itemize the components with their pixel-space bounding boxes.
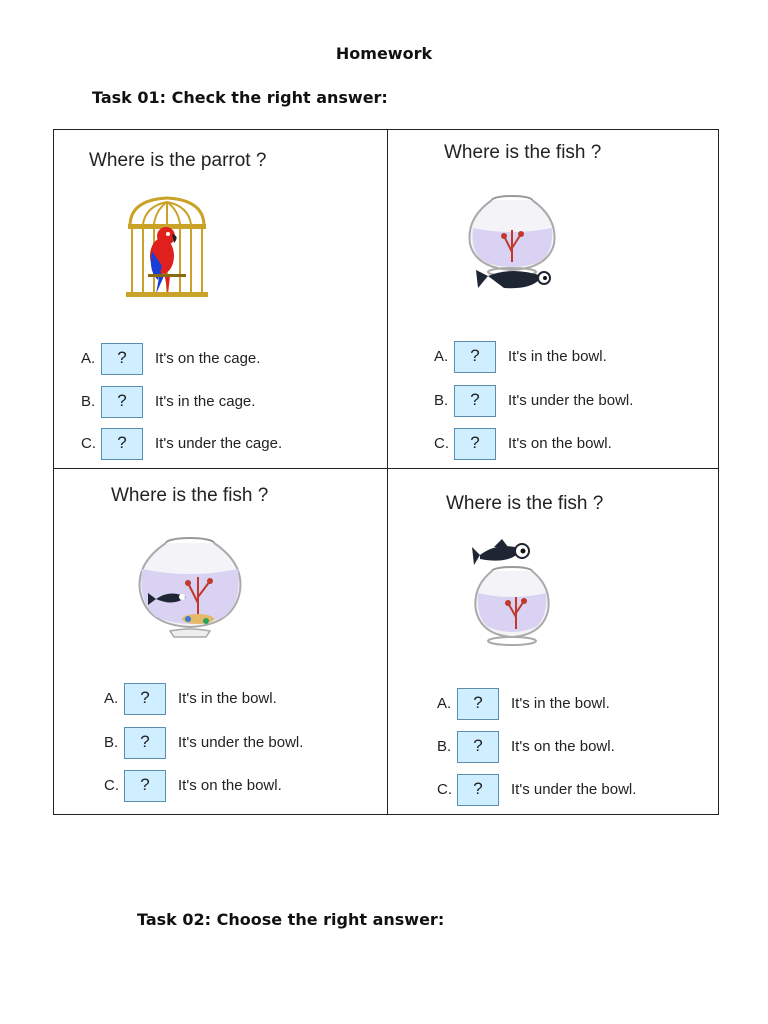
option-letter: A. [104,690,119,707]
option-text: It's under the bowl. [511,781,637,798]
option-letter: C. [437,781,452,798]
question-text: Where is the fish ? [444,142,602,163]
fish-in-bowl-image [134,533,246,645]
question-cell-fish-2 [54,469,387,814]
answer-checkbox[interactable]: ? [457,731,499,763]
fish-on-bowl-image [472,537,562,649]
answer-checkbox[interactable]: ? [457,688,499,720]
option-text: It's under the bowl. [508,392,634,409]
question-text: Where is the parrot ? [89,150,267,171]
answer-checkbox[interactable]: ? [454,341,496,373]
option-text: It's under the bowl. [178,734,304,751]
answer-checkbox[interactable]: ? [124,770,166,802]
question-text: Where is the fish ? [446,493,604,514]
answer-checkbox[interactable]: ? [124,727,166,759]
page-title: Homework [335,44,433,63]
option-letter: B. [437,738,452,755]
answer-checkbox[interactable]: ? [454,385,496,417]
task1-heading: Task 01: Check the right answer: [92,88,388,107]
answer-checkbox[interactable]: ? [454,428,496,460]
answer-checkbox[interactable]: ? [124,683,166,715]
task2-heading: Task 02: Choose the right answer: [137,910,445,929]
question-cell-parrot [54,130,387,468]
option-letter: A. [81,350,96,367]
option-letter: C. [434,435,449,452]
option-text: It's in the bowl. [511,695,610,712]
question-cell-fish-1 [388,130,718,468]
answer-checkbox[interactable]: ? [101,428,143,460]
fish-under-bowl-image [464,192,560,298]
option-letter: C. [104,777,119,794]
option-letter: B. [81,393,96,410]
option-letter: C. [81,435,96,452]
option-text: It's on the cage. [155,350,261,367]
question-cell-fish-3 [388,469,718,814]
option-letter: B. [104,734,119,751]
answer-checkbox[interactable]: ? [101,343,143,375]
option-text: It's on the bowl. [511,738,615,755]
answer-checkbox[interactable]: ? [457,774,499,806]
option-text: It's in the bowl. [178,690,277,707]
question-text: Where is the fish ? [111,485,269,506]
option-text: It's in the bowl. [508,348,607,365]
task1-grid [53,129,719,815]
option-letter: A. [437,695,452,712]
option-text: It's under the cage. [155,435,283,452]
option-text: It's on the bowl. [508,435,612,452]
answer-checkbox[interactable]: ? [101,386,143,418]
option-text: It's in the cage. [155,393,256,410]
option-letter: A. [434,348,449,365]
parrot-in-cage-image [122,196,212,300]
option-text: It's on the bowl. [178,777,282,794]
option-letter: B. [434,392,449,409]
